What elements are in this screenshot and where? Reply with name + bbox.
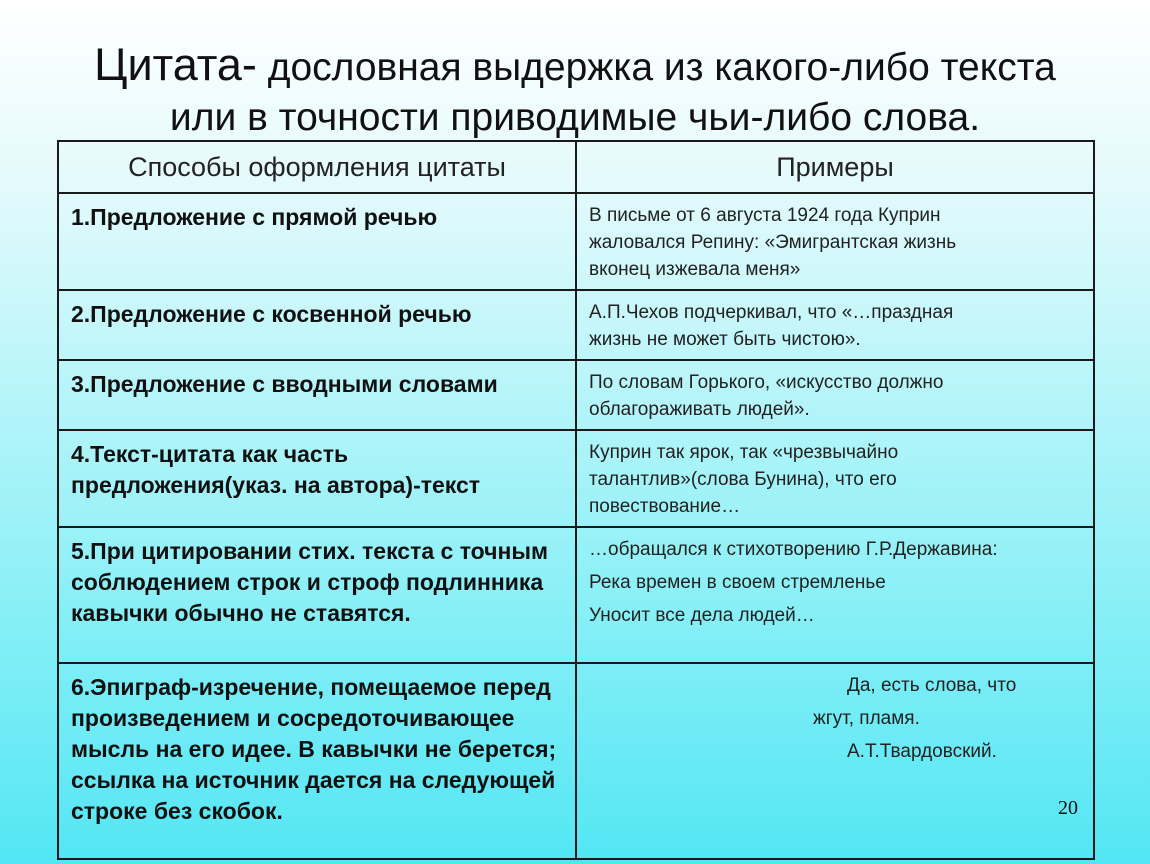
page-number: 20 [1058, 797, 1078, 819]
method-cell: 4.Текст-цитата как часть предложения(указ. на автора)-текст [58, 430, 576, 527]
title-line-2: или в точности приводимые чьи-либо слова. [169, 96, 981, 139]
example-cell [576, 290, 1094, 360]
table-row [58, 290, 1094, 360]
table-row [58, 430, 1094, 527]
example-line: жаловался Репину: «Эмигрантская жизнь [589, 232, 957, 253]
table-row [58, 360, 1094, 430]
method-cell: 1.Предложение с прямой речью [58, 193, 576, 290]
example-cell [576, 430, 1094, 527]
epigraph-line: жгут, пламя. [813, 708, 920, 729]
table-row [58, 527, 1094, 663]
example-cell [576, 663, 1094, 859]
table-row [58, 193, 1094, 290]
citation-methods-table [57, 140, 1095, 860]
example-line: повествование… [589, 496, 741, 517]
method-cell: 2.Предложение с косвенной речью [58, 290, 576, 360]
example-line: Река времен в своем стремленье [589, 572, 886, 593]
example-cell [576, 527, 1094, 663]
example-line: талантлив»(слова Бунина), что его [589, 469, 897, 490]
example-line: Куприн так ярок, так «чрезвычайно [589, 442, 899, 463]
epigraph-author: А.Т.Твардовский. [847, 741, 997, 762]
method-cell: 5.При цитировании стих. текста с точным соблюдением строк и строф подлинника кавычки обычно не ставятся. [58, 527, 576, 663]
title-definition: дословная выдержка из какого-либо текста [256, 46, 1056, 89]
example-cell [576, 193, 1094, 290]
title-line-1 [60, 40, 1090, 93]
example-line: А.П.Чехов подчеркивал, что «…праздная [589, 302, 954, 323]
slide-title [60, 40, 1090, 143]
table-row [58, 663, 1094, 859]
example-line: жизнь не может быть чистою». [589, 329, 861, 350]
method-cell: 6.Эпиграф-изречение, помещаемое перед произведением и сосредоточивающее мысль на его идее. В кавычки не берется; ссылка на источник дается на следующей строке без скобок. [58, 663, 576, 859]
example-line: В письме от 6 августа 1924 года Куприн [589, 205, 941, 226]
header-methods: Способы оформления цитаты [58, 141, 576, 193]
example-cell [576, 360, 1094, 430]
example-line: вконец изжевала меня» [589, 259, 801, 280]
example-line: облагораживать людей». [589, 399, 810, 420]
table-header-row [58, 141, 1094, 193]
example-line: По словам Горького, «искусство должно [589, 372, 944, 393]
example-line: Уносит все дела людей… [589, 605, 815, 626]
method-cell: 3.Предложение с вводными словами [58, 360, 576, 430]
epigraph-line: Да, есть слова, что [847, 675, 1017, 696]
title-term: Цитата- [94, 39, 257, 90]
example-line: …обращался к стихотворению Г.Р.Державина: [589, 539, 998, 560]
header-examples: Примеры [576, 141, 1094, 193]
